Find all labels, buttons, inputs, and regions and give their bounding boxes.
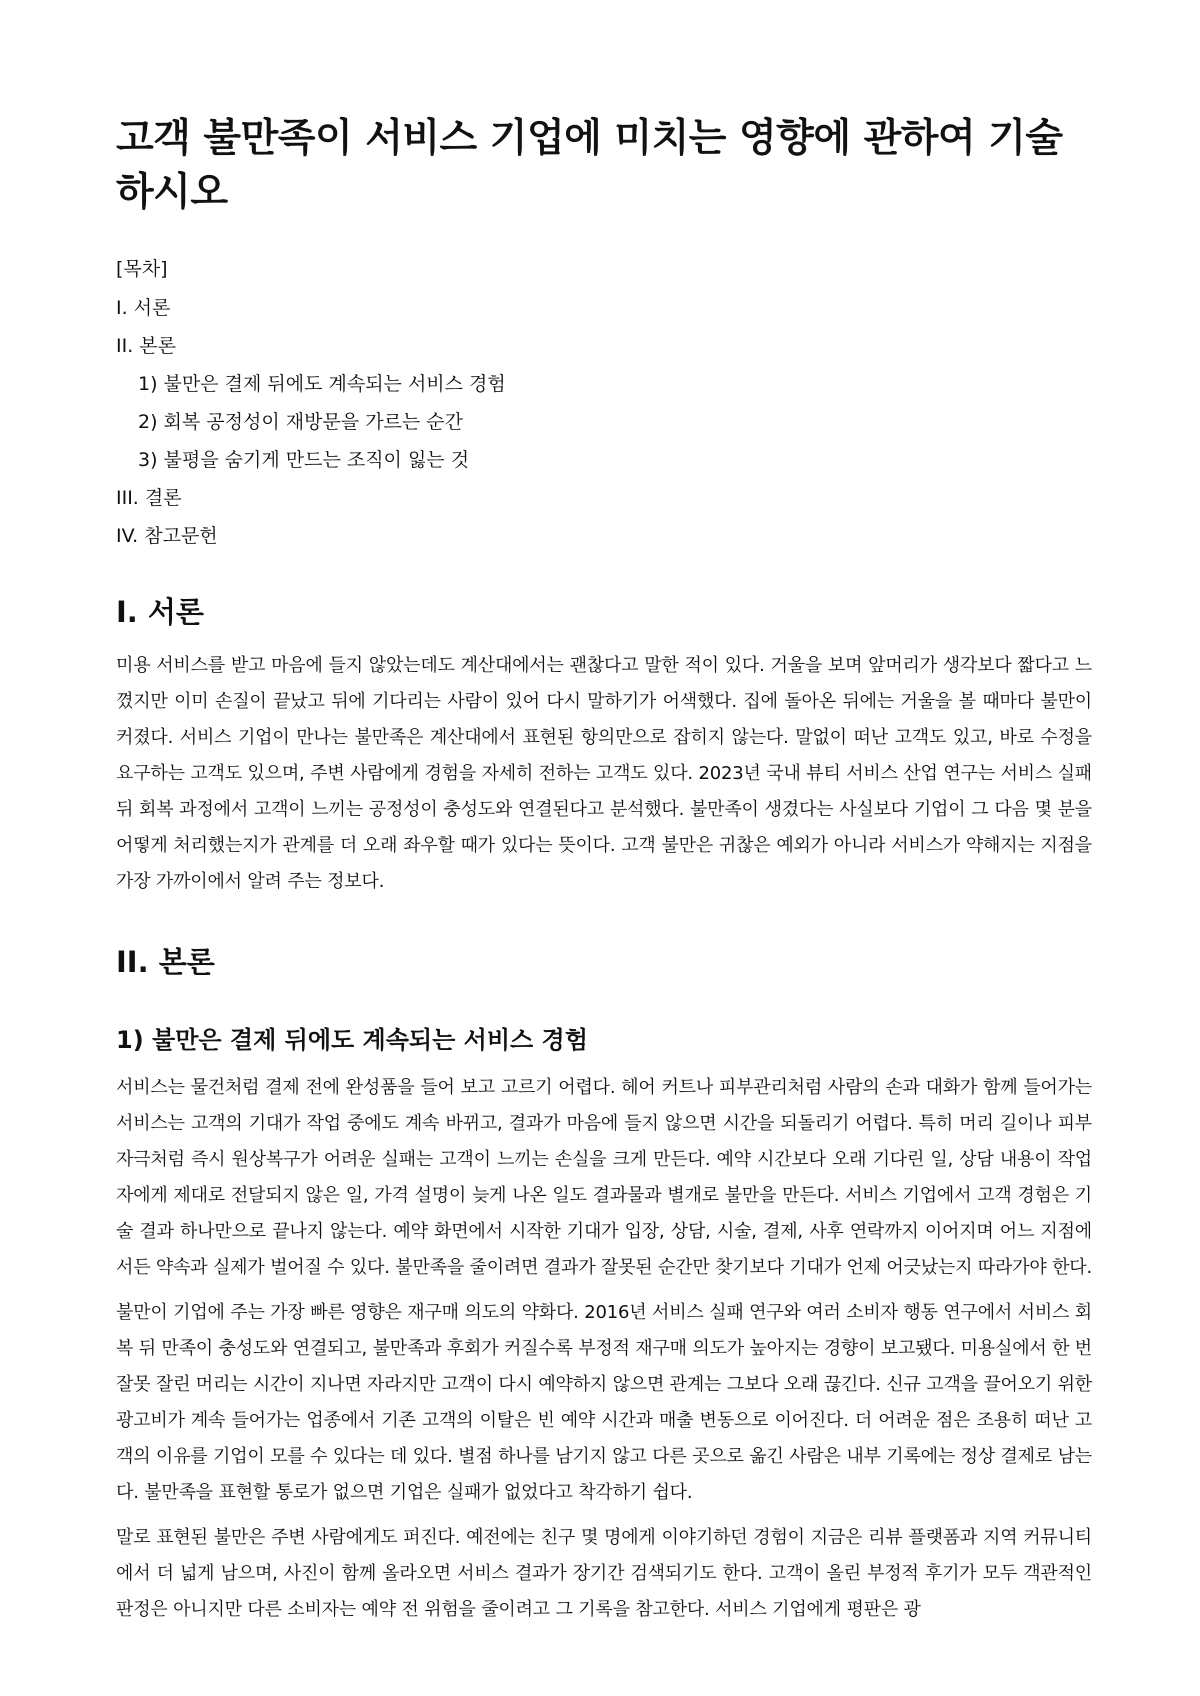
toc-list [116, 295, 1092, 550]
document-title: 고객 불만족이 서비스 기업에 미치는 영향에 관하여 기술하시오 [116, 116, 1063, 215]
toc-item: 2) 회복 공정성이 재방문을 가르는 순간 [138, 411, 464, 433]
subsection-heading: 1) 불만은 결제 뒤에도 계속되는 서비스 경험 [116, 1026, 588, 1054]
intro-section [116, 594, 1092, 900]
toc-item: 3) 불평을 숨기게 만드는 조직이 잃는 것 [138, 449, 470, 471]
paragraph: 미용 서비스를 받고 마음에 들지 않았는데도 계산대에서는 괜찮다고 말한 적이 있다. 거울을 보며 앞머리가 생각보다 짧다고 느꼈지만 이미 손질이 끝났고 뒤에 기다리는 사람이 있어 다시 말하기가 어색했다. 집에 돌아온 뒤에는 거울을 볼 때마다 불만이 커졌다. 서비스 기업이 만나는 불만족은 계산대에서 표현된 항의만으로 잡히지 않는다. 말없이 떠난 고객도 있고, 바로 수정을 요구하는 고객도 있으며, 주변 사람에게 경험을 자세히 전하는 고객도 있다. 2023년 국내 뷰티 서비스 산업 연구는 서비스 실패 뒤 회복 과정에서 고객이 느끼는 공정성이 충성도와 연결된다고 분석했다. 불만족이 생겼다는 사실보다 기업이 그 다음 몇 분을 어떻게 처리했는지가 관계를 더 오래 좌우할 때가 있다는 뜻이다. 고객 불만은 귀찮은 예외가 아니라 서비스가 약해지는 지점을 가장 가까이에서 알려 주는 정보다. [116, 655, 1092, 892]
toc-item: III. 결론 [116, 487, 182, 509]
body-section [116, 944, 1092, 1628]
table-of-contents [116, 256, 1092, 550]
subsection [116, 1024, 1092, 1628]
section-heading: I. 서론 [116, 595, 204, 629]
paragraph: 말로 표현된 불만은 주변 사람에게도 퍼진다. 예전에는 친구 몇 명에게 이야기하던 경험이 지금은 리뷰 플랫폼과 지역 커뮤니티에서 더 넓게 남으며, 사진이 함께 올라오면 서비스 결과가 장기간 검색되기도 한다. 고객이 올린 부정적 후기가 모두 객관적인 판정은 아니지만 다른 소비자는 예약 전 위험을 줄이려고 그 기록을 참고한다. 서비스 기업에게 평판은 광 [116, 1527, 1092, 1620]
toc-item: IV. 참고문헌 [116, 525, 218, 547]
toc-item: II. 본론 [116, 335, 176, 357]
toc-item: 1) 불만은 결제 뒤에도 계속되는 서비스 경험 [138, 373, 506, 395]
toc-item: I. 서론 [116, 297, 171, 319]
paragraph: 불만이 기업에 주는 가장 빠른 영향은 재구매 의도의 약화다. 2016년 서비스 실패 연구와 여러 소비자 행동 연구에서 서비스 회복 뒤 만족이 충성도와 연결되고, 불만족과 후회가 커질수록 부정적 재구매 의도가 높아지는 경향이 보고됐다. 미용실에서 한 번 잘못 잘린 머리는 시간이 지나면 자라지만 고객이 다시 예약하지 않으면 관계는 그보다 오래 끊긴다. 신규 고객을 끌어오기 위한 광고비가 계속 들어가는 업종에서 기존 고객의 이탈은 빈 예약 시간과 매출 변동으로 이어진다. 더 어려운 점은 조용히 떠난 고객의 이유를 기업이 모를 수 있다는 데 있다. 별점 하나를 남기지 않고 다른 곳으로 옮긴 사람은 내부 기록에는 정상 결제로 남는다. 불만족을 표현할 통로가 없으면 기업은 실패가 없었다고 착각하기 쉽다. [116, 1302, 1092, 1503]
paragraph: 서비스는 물건처럼 결제 전에 완성품을 들어 보고 고르기 어렵다. 헤어 커트나 피부관리처럼 사람의 손과 대화가 함께 들어가는 서비스는 고객의 기대가 작업 중에도 계속 바뀌고, 결과가 마음에 들지 않으면 시간을 되돌리기 어렵다. 특히 머리 길이나 피부 자극처럼 즉시 원상복구가 어려운 실패는 고객이 느끼는 손실을 크게 만든다. 예약 시간보다 오래 기다린 일, 상담 내용이 작업자에게 제대로 전달되지 않은 일, 가격 설명이 늦게 나온 일도 결과물과 별개로 불만을 만든다. 서비스 기업에서 고객 경험은 기술 결과 하나만으로 끝나지 않는다. 예약 화면에서 시작한 기대가 입장, 상담, 시술, 결제, 사후 연락까지 이어지며 어느 지점에서든 약속과 실제가 벌어질 수 있다. 불만족을 줄이려면 결과가 잘못된 순간만 찾기보다 기대가 언제 어긋났는지 따라가야 한다. [116, 1077, 1092, 1278]
toc-heading: [목차] [116, 258, 168, 280]
section-heading: II. 본론 [116, 945, 215, 979]
